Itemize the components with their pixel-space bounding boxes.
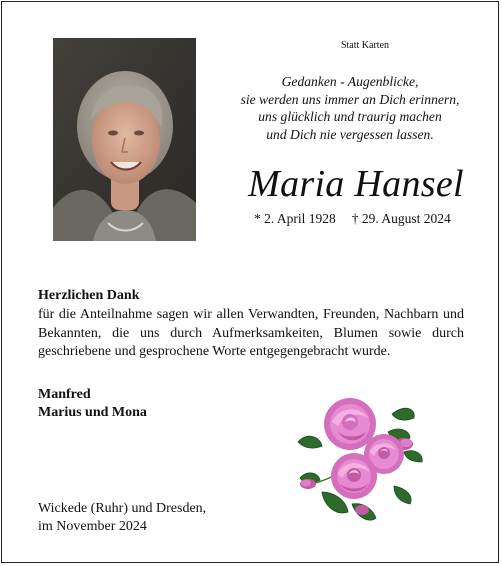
poem-line: und Dich nie vergessen lassen. <box>266 126 434 142</box>
portrait-photo <box>53 38 196 241</box>
life-dates <box>254 211 451 227</box>
thanks-heading: Herzlichen Dank <box>38 288 140 303</box>
poem-line: uns glücklich und traurig machen <box>258 109 442 124</box>
thanks-text: für die Anteilnahme sagen wir allen Verwandten, Freunden, Nachbarn und Bekannten, die uns durch Aufmerksamkeiten, Blumen sowie durch geschriebene und gesprochene Worte entgegengebracht wurde. <box>38 307 464 359</box>
statt-karten-note: Statt Karten <box>340 40 390 51</box>
place-line: Wickede (Ruhr) und Dresden, <box>38 501 207 516</box>
deceased-name: Maria Hansel <box>248 163 464 205</box>
poem-line: Gedanken - Augenblicke, <box>281 74 419 89</box>
roses-illustration <box>292 392 432 530</box>
death-date: † 29. August 2024 <box>351 211 451 226</box>
poem <box>225 73 475 143</box>
signatory-name: Marius und Mona <box>38 405 147 420</box>
signatory-name: Manfred <box>38 387 91 402</box>
signatories <box>38 386 147 422</box>
poem-line: sie werden uns immer an Dich erinnern, <box>240 91 460 107</box>
place-and-date <box>38 500 206 536</box>
date-line: im November 2024 <box>38 519 147 534</box>
birth-date: * 2. April 1928 <box>254 211 336 226</box>
